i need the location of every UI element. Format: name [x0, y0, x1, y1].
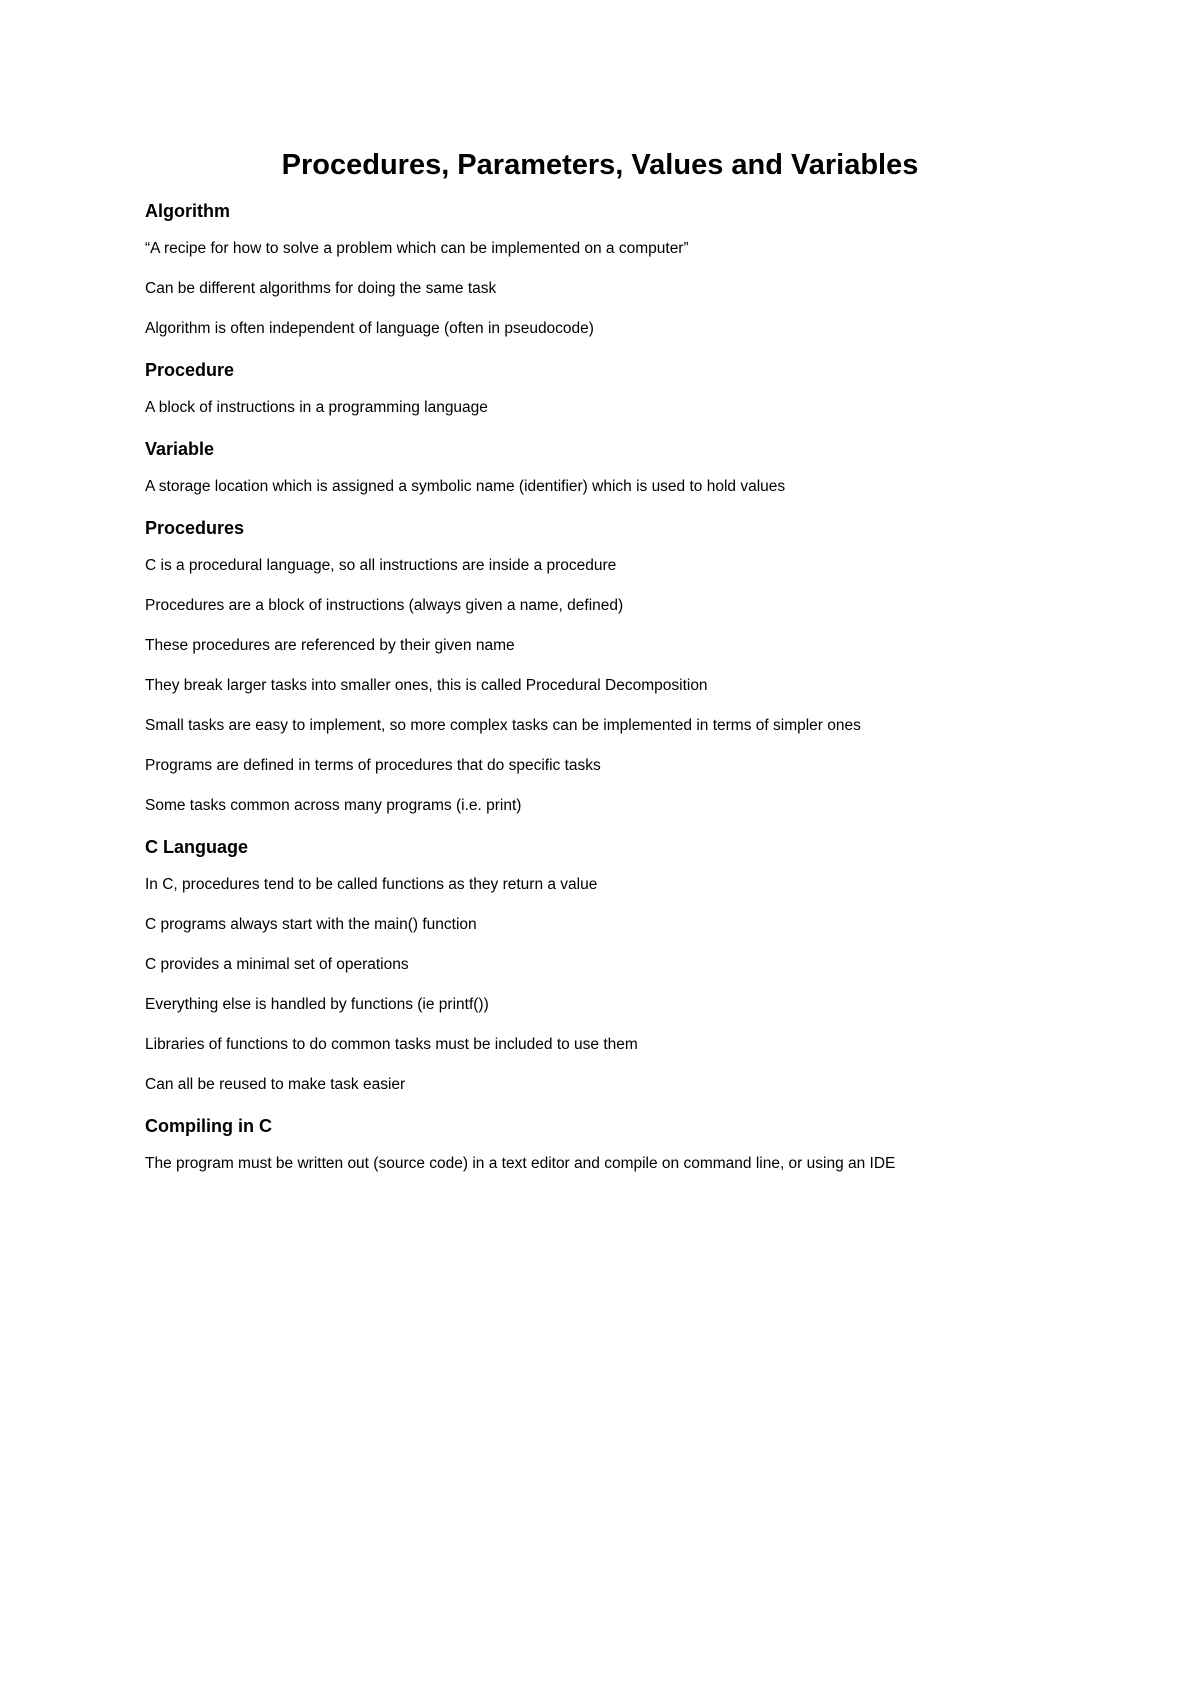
section-heading: Procedures [145, 518, 245, 538]
section-variable [145, 438, 1105, 496]
paragraph: Can be different algorithms for doing the same task [145, 280, 497, 297]
document-body [145, 200, 1105, 1194]
paragraph: “A recipe for how to solve a problem which can be implemented on a computer” [145, 240, 689, 257]
paragraph: C is a procedural language, so all instructions are inside a procedure [145, 557, 617, 574]
paragraph: A storage location which is assigned a symbolic name (identifier) which is used to hold values [145, 478, 786, 495]
paragraph: They break larger tasks into smaller ones, this is called Procedural Decomposition [145, 677, 708, 694]
section-compiling-in-c [145, 1115, 1105, 1173]
paragraph: C programs always start with the main() function [145, 916, 477, 933]
section-heading: Variable [145, 439, 215, 459]
paragraph: A block of instructions in a programming language [145, 399, 488, 416]
paragraph: Procedures are a block of instructions (always given a name, defined) [145, 597, 624, 614]
section-algorithm [145, 200, 1105, 338]
section-heading: Compiling in C [145, 1116, 272, 1136]
paragraph: Algorithm is often independent of language (often in pseudocode) [145, 320, 594, 337]
section-heading: Procedure [145, 360, 235, 380]
paragraph: Programs are defined in terms of procedures that do specific tasks [145, 757, 601, 774]
section-heading: Algorithm [145, 201, 230, 221]
section-procedure [145, 359, 1105, 417]
paragraph: Small tasks are easy to implement, so more complex tasks can be implemented in terms of simpler ones [145, 717, 861, 734]
paragraph: C provides a minimal set of operations [145, 956, 409, 973]
paragraph: Libraries of functions to do common tasks must be included to use them [145, 1036, 638, 1053]
paragraph: In C, procedures tend to be called functions as they return a value [145, 876, 598, 893]
paragraph: Everything else is handled by functions (ie printf()) [145, 996, 489, 1013]
paragraph: The program must be written out (source code) in a text editor and compile on command line, or using an IDE [145, 1155, 896, 1172]
section-c-language [145, 836, 1105, 1094]
paragraph: Some tasks common across many programs (i.e. print) [145, 797, 522, 814]
paragraph: These procedures are referenced by their given name [145, 637, 515, 654]
section-heading: C Language [145, 837, 249, 857]
paragraph: Can all be reused to make task easier [145, 1076, 406, 1093]
section-procedures [145, 517, 1105, 815]
document-title: Procedures, Parameters, Values and Variables [281, 149, 919, 181]
